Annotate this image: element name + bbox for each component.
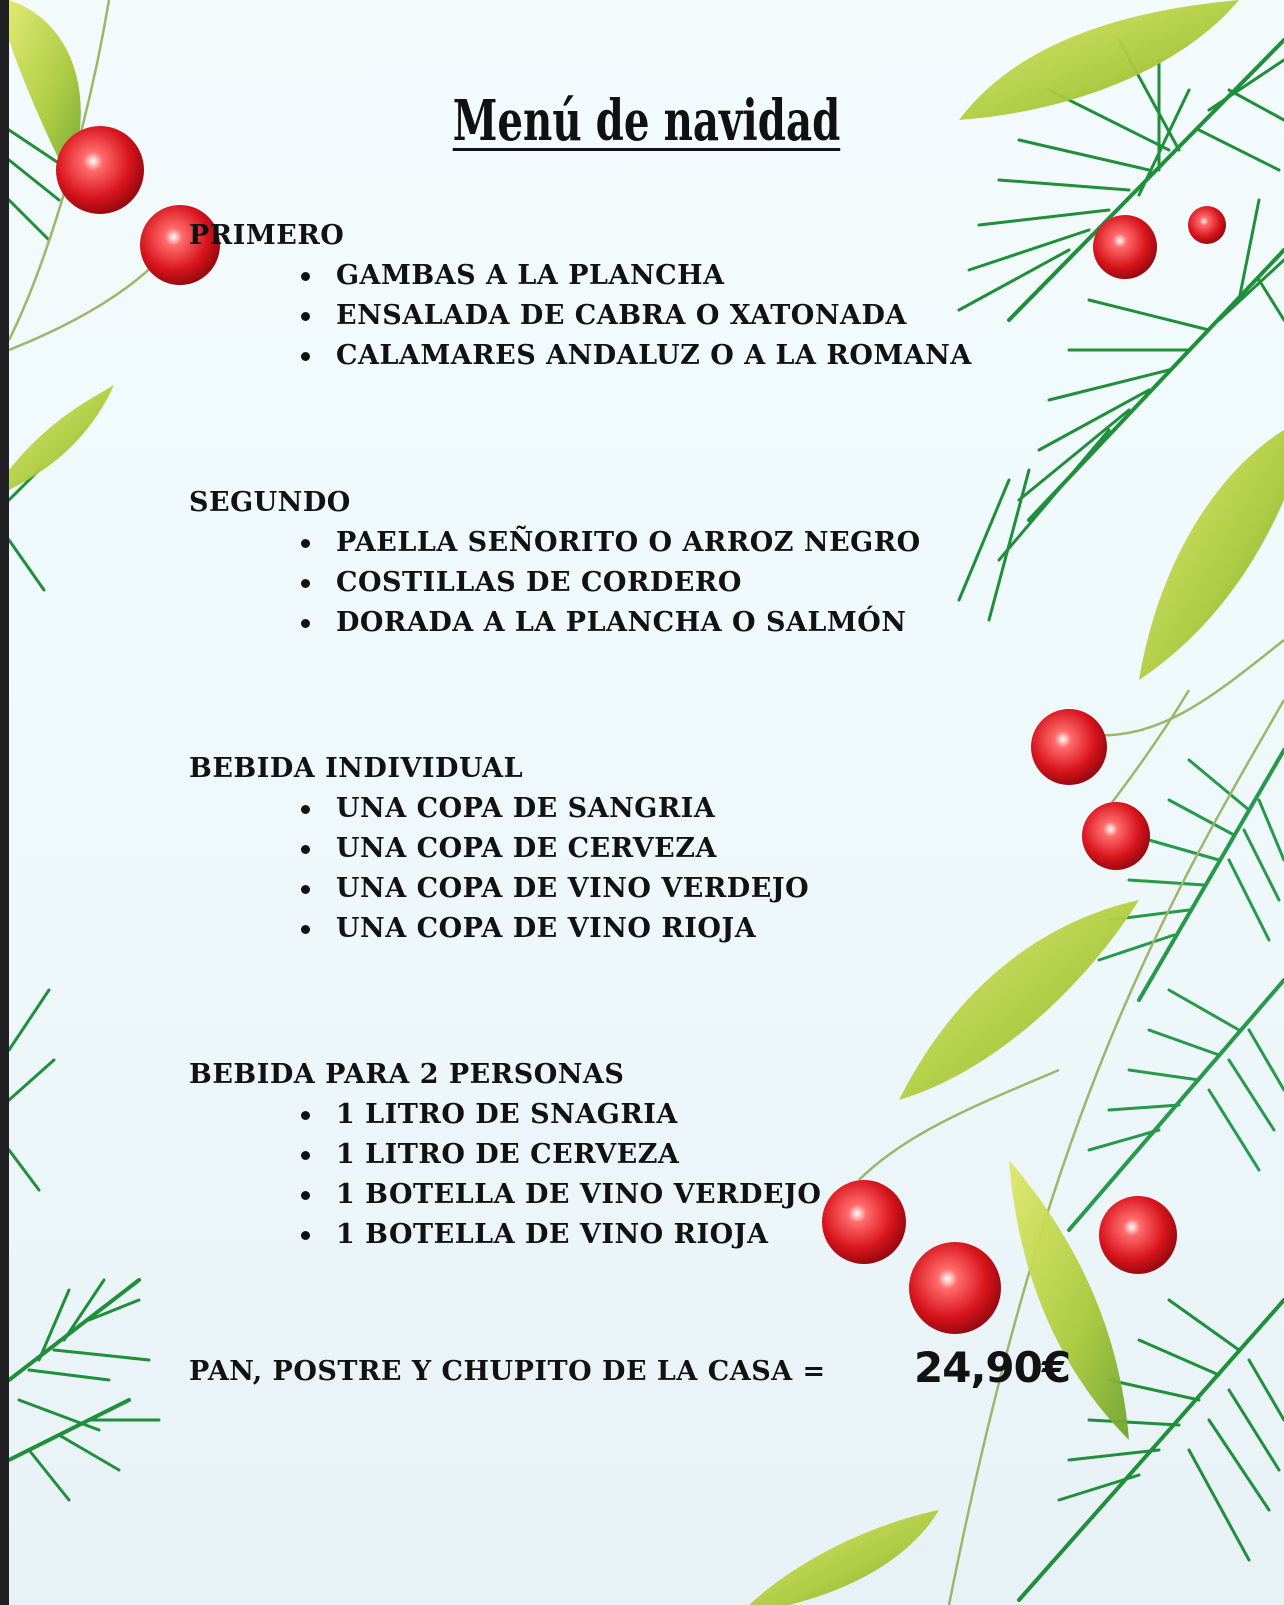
list-item [301,1175,821,1215]
menu-title: Menú de navidad [452,88,841,154]
section-segundo [189,483,921,643]
list-item [301,1215,821,1255]
menu-page [9,0,1284,1605]
bullet-icon [301,845,310,854]
drink-name: 1 BOTELLA DE VINO VERDEJO [336,1179,822,1210]
bullet-icon [301,1151,310,1160]
dish-name: CALAMARES ANDALUZ O A LA ROMANA [336,340,972,371]
menu-price: 24,90€ [914,1343,1071,1392]
drink-name: 1 BOTELLA DE VINO RIOJA [336,1219,769,1250]
dish-list [189,523,921,643]
bullet-icon [301,619,310,628]
drink-name: UNA COPA DE VINO VERDEJO [336,873,810,904]
section-heading: BEBIDA INDIVIDUAL [189,753,524,784]
pine-branch-left [9,130,159,1500]
list-item [301,256,972,296]
section-heading: BEBIDA PARA 2 PERSONAS [189,1059,625,1090]
bullet-icon [301,272,310,281]
drink-name: 1 LITRO DE SNAGRIA [336,1099,678,1130]
dish-name: DORADA A LA PLANCHA O SALMÓN [336,607,907,638]
dish-name: ENSALADA DE CABRA O XATONADA [336,300,907,331]
section-heading: SEGUNDO [189,487,351,518]
bullet-icon [301,1231,310,1240]
list-item [301,789,809,829]
list-item [301,1095,821,1135]
list-item [301,603,921,643]
list-item [301,563,921,603]
list-item [301,909,809,949]
bullet-icon [301,352,310,361]
drink-list [189,1095,821,1255]
bullet-icon [301,539,310,548]
drink-list [189,789,809,949]
list-item [301,829,809,869]
dish-name: PAELLA SEÑORITO O ARROZ NEGRO [336,527,921,558]
list-item [301,523,921,563]
bullet-icon [301,1191,310,1200]
drink-name: 1 LITRO DE CERVEZA [336,1139,680,1170]
dish-list [189,256,972,376]
list-item [301,1135,821,1175]
section-primero [189,216,972,376]
bullet-icon [301,805,310,814]
list-item [301,296,972,336]
bullet-icon [301,925,310,934]
included-extras: PAN, POSTRE Y CHUPITO DE LA CASA = [189,1356,826,1387]
dish-name: GAMBAS A LA PLANCHA [336,260,725,291]
drink-name: UNA COPA DE VINO RIOJA [336,913,757,944]
bullet-icon [301,312,310,321]
section-heading: PRIMERO [189,220,345,251]
section-bebida-individual [189,749,809,949]
bullet-icon [301,1111,310,1120]
drink-name: UNA COPA DE SANGRIA [336,793,716,824]
dish-name: COSTILLAS DE CORDERO [336,567,742,598]
bullet-icon [301,579,310,588]
list-item [301,336,972,376]
drink-name: UNA COPA DE CERVEZA [336,833,717,864]
section-bebida-para-2 [189,1055,821,1255]
list-item [301,869,809,909]
bullet-icon [301,885,310,894]
